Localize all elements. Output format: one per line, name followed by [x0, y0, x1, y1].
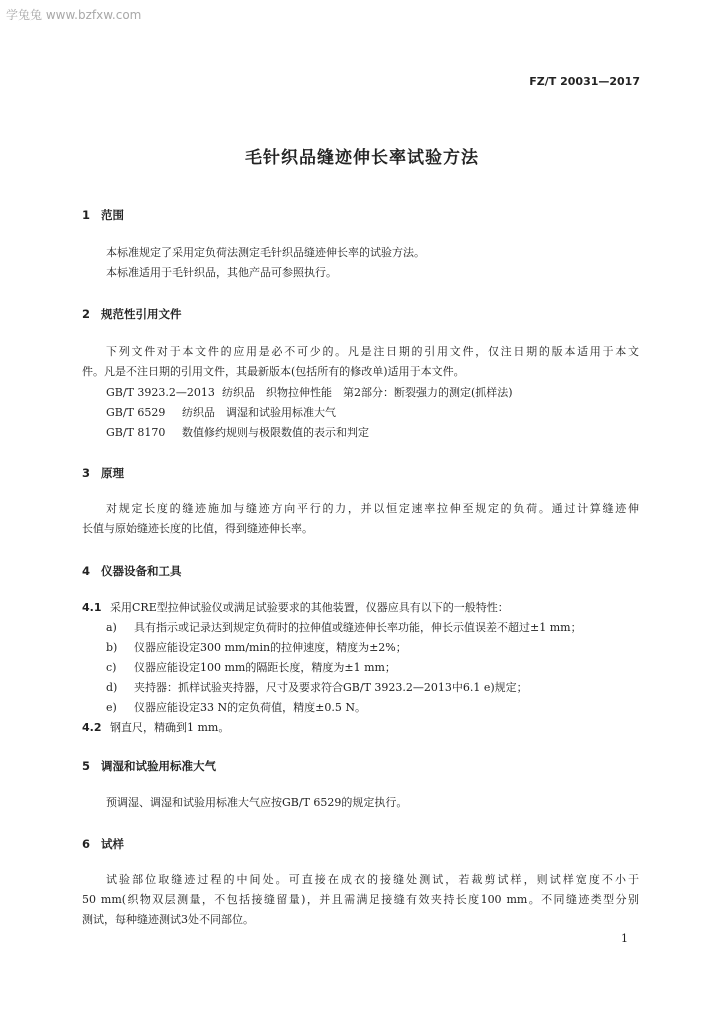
section-heading — [82, 465, 124, 481]
paragraph-line: 测试，每种缝迹测试3处不同部位。 — [82, 913, 254, 926]
reference-title: 纺织品 织物拉伸性能 第2部分：断裂强力的测定(抓样法) — [222, 386, 513, 399]
reference-item — [106, 404, 336, 420]
section-heading — [82, 758, 216, 774]
list-text: 仪器应能设定300 mm/min的拉伸速度，精度为±2%； — [134, 641, 407, 654]
reference-item — [106, 384, 513, 400]
list-marker: a) — [106, 621, 117, 634]
reference-code: GB/T 8170 — [106, 426, 166, 439]
subclause-number: 4.1 — [82, 601, 102, 614]
section-number: 4 — [82, 564, 91, 578]
reference-item — [106, 424, 369, 440]
list-item — [106, 699, 366, 715]
reference-code: GB/T 3923.2—2013 — [106, 386, 215, 399]
list-text: 仪器应能设定33 N的定负荷值，精度±0.5 N。 — [134, 701, 366, 714]
section-title: 试样 — [101, 837, 124, 851]
section-number: 6 — [82, 837, 91, 851]
subclause-number: 4.2 — [82, 721, 102, 734]
section-number: 3 — [82, 466, 91, 480]
document-title: 毛针织品缝迹伸长率试验方法 — [245, 148, 479, 168]
list-marker: b) — [106, 641, 118, 654]
section-title: 原理 — [101, 466, 124, 480]
section-title: 仪器设备和工具 — [101, 564, 182, 578]
section-title: 调湿和试验用标准大气 — [101, 759, 216, 773]
paragraph-line: 本标准规定了采用定负荷法测定毛针织品缝迹伸长率的试验方法。 — [106, 246, 425, 259]
standard-code: FZ/T 20031—2017 — [529, 75, 640, 88]
section-number: 1 — [82, 208, 91, 222]
paragraph-line: 本标准适用于毛针织品，其他产品可参照执行。 — [106, 266, 337, 279]
paragraph-line: 对规定长度的缝迹施加与缝迹方向平行的力，并以恒定速率拉伸至规定的负荷。通过计算缝迹伸 — [106, 502, 639, 515]
list-marker: d) — [106, 681, 118, 694]
subclause-text: 采用CRE型拉伸试验仪或满足试验要求的其他装置，仪器应具有以下的一般特性： — [110, 601, 509, 614]
list-item — [106, 659, 396, 675]
section-heading — [82, 836, 124, 852]
paragraph-line: 长值与原始缝迹长度的比值，得到缝迹伸长率。 — [82, 522, 313, 535]
list-text: 具有指示或记录达到规定负荷时的拉伸值或缝迹伸长率功能，伸长示值误差不超过±1 mm； — [134, 621, 582, 634]
list-item — [106, 639, 407, 655]
section-heading — [82, 207, 124, 223]
reference-title: 数值修约规则与极限数值的表示和判定 — [182, 426, 369, 439]
subclause — [82, 599, 509, 615]
section-heading — [82, 563, 182, 579]
reference-code: GB/T 6529 — [106, 406, 166, 419]
page-number: 1 — [621, 932, 628, 945]
list-marker: c) — [106, 661, 117, 674]
list-text: 仪器应能设定100 mm的隔距长度，精度为±1 mm； — [134, 661, 396, 674]
paragraph-line: 50 mm(织物双层测量，不包括接缝留量)，并且需满足接缝有效夹持长度100 mm。不同缝迹类型分别 — [82, 893, 639, 906]
list-item — [106, 619, 582, 635]
paragraph-line: 试验部位取缝迹过程的中间处。可直接在成衣的接缝处测试，若裁剪试样，则试样宽度不小于 — [106, 873, 639, 886]
section-number: 2 — [82, 307, 91, 321]
section-title: 范围 — [101, 208, 124, 222]
paragraph-line: 预调湿、调湿和试验用标准大气应按GB/T 6529的规定执行。 — [106, 796, 408, 809]
list-item — [106, 679, 528, 695]
section-title: 规范性引用文件 — [101, 307, 182, 321]
subclause — [82, 719, 229, 735]
watermark: 学兔兔 www.bzfxw.com — [6, 8, 142, 22]
paragraph-line: 下列文件对于本文件的应用是必不可少的。凡是注日期的引用文件，仅注日期的版本适用于本文 — [106, 345, 639, 358]
section-heading — [82, 306, 182, 322]
subclause-text: 钢直尺，精确到1 mm。 — [110, 721, 230, 734]
list-marker: e) — [106, 701, 117, 714]
reference-title: 纺织品 调湿和试验用标准大气 — [182, 406, 336, 419]
section-number: 5 — [82, 759, 91, 773]
list-text: 夹持器：抓样试验夹持器，尺寸及要求符合GB/T 3923.2—2013中6.1 e)规定； — [134, 681, 528, 694]
paragraph-line: 件。凡是不注日期的引用文件，其最新版本(包括所有的修改单)适用于本文件。 — [82, 365, 465, 378]
